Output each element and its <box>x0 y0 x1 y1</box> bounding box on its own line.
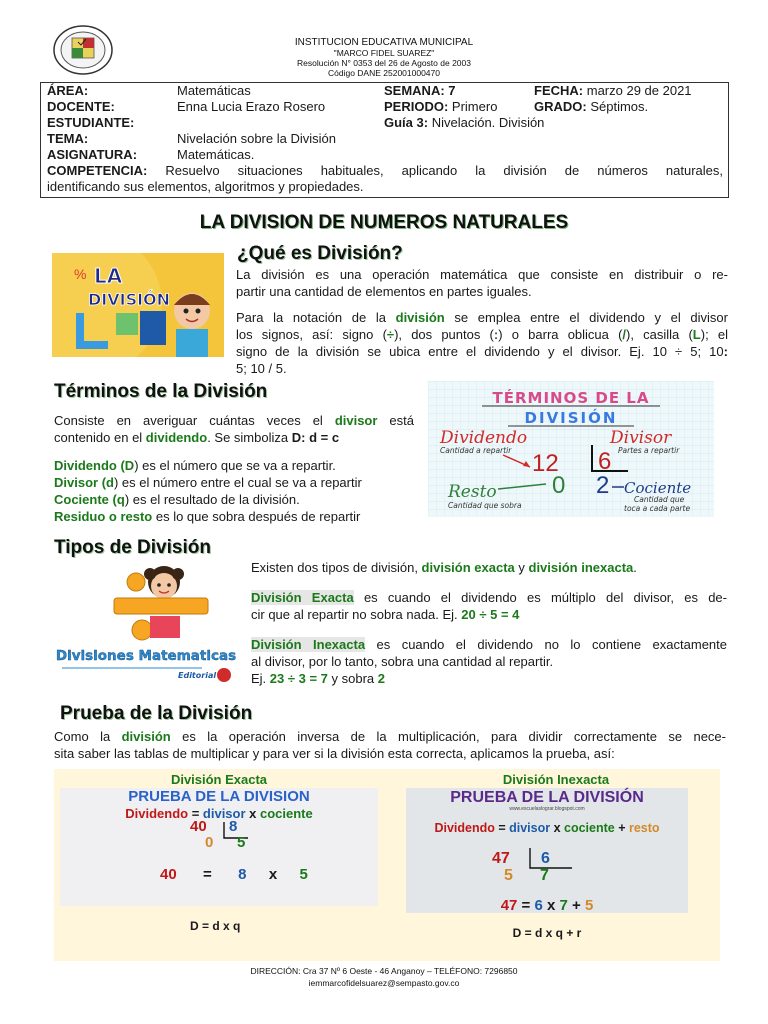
term-definition: ) es el número entre el cual se va a repartir <box>113 475 362 490</box>
eq-divisor: divisor <box>509 821 551 835</box>
semana-value: 7 <box>448 83 456 98</box>
inexacta-quotient: 7 <box>540 867 549 884</box>
prueba-text: Como la <box>54 729 122 744</box>
fecha-value: marzo 29 de 2021 <box>586 83 692 98</box>
inexacta-check <box>406 897 688 914</box>
school-name: "MARCO FIDEL SUAREZ" <box>333 48 435 58</box>
check-equals: = <box>203 866 212 883</box>
illustration-label-division: DIVISIÓN <box>88 290 171 309</box>
footer-email: iemmarcofidelsuarez@sempasto.gov.co <box>308 978 460 988</box>
division-illustration <box>52 253 224 357</box>
estudiante-label: ESTUDIANTE: <box>47 115 135 130</box>
keyword-division-inexacta: división inexacta <box>528 560 634 575</box>
check-equals: = <box>517 897 535 914</box>
eq-times: x <box>245 806 260 821</box>
inexacta-dividend: 47 <box>492 850 510 867</box>
terminos-diagram <box>428 381 714 517</box>
tipos-paragraphs <box>251 559 727 687</box>
division-sign: ÷ <box>386 327 395 342</box>
diagram-divisor-sub: Partes a repartir <box>618 446 680 455</box>
dane-code: Código DANE 252001000470 <box>327 68 440 78</box>
keyword-division-exacta: división exacta <box>421 560 515 575</box>
term-paren: ( <box>116 458 125 473</box>
division-exacta-heading: División Exacta <box>251 590 354 605</box>
exacta-formula: D = d x q <box>190 919 241 933</box>
periodo-value: Primero <box>451 99 498 114</box>
tipos-text: y sobra <box>327 671 378 686</box>
info-table <box>40 82 729 198</box>
term-symbol: q <box>116 492 125 507</box>
term-definition: ) es el resultado de la división. <box>124 492 300 507</box>
term-symbol: D <box>124 458 135 473</box>
diagram-cociente-sub-1: Cantidad que <box>634 495 685 504</box>
diagram-resto: Resto <box>448 482 497 502</box>
footer <box>0 965 768 989</box>
diagram-num-dividendo: 12 <box>532 450 559 477</box>
diagram-cociente: Cociente <box>624 479 692 497</box>
docente-label: DOCENTE: <box>47 99 115 114</box>
grado-label: GRADO: <box>534 99 587 114</box>
division-symbolization: D: d = c <box>291 430 340 445</box>
que-es-p2-text: Para la notación de la <box>236 310 396 325</box>
institution-name: INSTITUCION EDUCATIVA MUNICIPAL <box>294 37 474 48</box>
exacta-dividend: 40 <box>190 818 207 835</box>
prueba-title: Prueba de la División <box>60 703 253 724</box>
eq-resto: resto <box>628 821 660 835</box>
division-inexacta-heading: División Inexacta <box>251 637 366 652</box>
diagram-dividendo-sub: Cantidad a repartir <box>440 446 512 455</box>
check-times: x <box>542 897 560 914</box>
exacta-remainder: 0 <box>205 834 214 851</box>
periodo-label: PERIODO: <box>384 99 449 114</box>
check-divisor: 6 <box>534 897 543 914</box>
inexacta-remainder: 5 <box>504 867 513 884</box>
term-symbol: d <box>106 475 114 490</box>
que-es-p2-text: signo de la división se ubica entre el dividendo y el divisor. Ej. 10 ÷ 5; 10 <box>236 344 724 359</box>
resolution: Resolución N° 0353 del 26 de Agosto de 2003 <box>296 58 471 68</box>
main-title: LA DIVISION DE NUMEROS NATURALES <box>199 212 569 233</box>
exacta-divisor: 8 <box>229 818 238 835</box>
area-value: Matemáticas <box>177 83 251 98</box>
inexacta-heading: División Inexacta <box>502 772 610 787</box>
eq-dividendo: Dividendo <box>434 821 495 835</box>
term-residuo: Residuo o resto <box>54 509 153 524</box>
keyword-divisor: divisor <box>334 413 378 428</box>
terminos-title: Términos de la División <box>54 381 268 402</box>
term-paren: ( <box>98 475 107 490</box>
terminos-text: está <box>377 413 415 428</box>
diagram-resto-sub: Cantidad que sobra <box>448 501 522 510</box>
que-es-p2-text: se emplea entre el dividendo y el divisor <box>444 310 728 325</box>
diagram-title-1: TÉRMINOS DE LA <box>492 389 650 407</box>
tipos-text: cir que al repartir no sobra nada. Ej. <box>251 607 462 622</box>
que-es-title: ¿Qué es División? <box>237 243 403 264</box>
prueba-text: es la operación inversa de la multiplicación, para dividir correctamente se nece- <box>170 729 726 744</box>
eq-cociente: cociente <box>564 821 615 835</box>
grado-value: Séptimos. <box>590 99 649 114</box>
exacta-card-title: PRUEBA DE LA DIVISION <box>128 788 310 805</box>
eq-equals: = <box>494 821 510 835</box>
competencia-value-2: identificando sus elementos, algoritmos y propiedades. <box>47 179 364 194</box>
que-es-p2-text: ) o barra oblicua ( <box>498 327 623 342</box>
tipos-title: Tipos de División <box>54 537 211 558</box>
que-es-p1-line2: partir una cantidad de elementos en partes iguales. <box>236 284 532 299</box>
exacta-check <box>160 866 308 883</box>
fecha-label: FECHA: <box>534 83 584 98</box>
tipos-text: . <box>633 560 637 575</box>
docente-value: Enna Lucia Erazo Rosero <box>177 99 326 114</box>
check-dividend: 40 <box>160 866 177 883</box>
diagram-cociente-sub-2: toca a cada parte <box>624 504 691 513</box>
guia-label: Guía 3: <box>384 115 429 130</box>
que-es-p1-line1: La división es una operación matemática que consiste en distribuir o re- <box>236 267 728 282</box>
check-quotient: 7 <box>559 897 568 914</box>
inexacta-example: 23 ÷ 3 = 7 <box>269 671 328 686</box>
competencia-value-1: Resuelvo situaciones habituales, aplicando la división de números naturales, <box>165 163 723 178</box>
inexacta-card-title: PRUEBA DE LA DIVISIÓN <box>450 789 644 806</box>
eq-equals: = <box>188 806 203 821</box>
illustration-label-la: LA <box>94 264 123 288</box>
area-label: ÁREA: <box>47 83 89 98</box>
term-paren: ( <box>108 492 117 507</box>
exacta-example: 20 ÷ 5 = 4 <box>461 607 520 622</box>
keyword-dividendo: dividendo <box>145 430 208 445</box>
keyword-division: división <box>121 729 171 744</box>
check-dividend: 47 <box>500 897 518 914</box>
diagram-divisor: Divisor <box>610 428 672 448</box>
que-es-p2-text: ); el <box>700 327 728 342</box>
terminos-text: Consiste en averiguar cuántas veces el <box>54 413 335 428</box>
asignatura-value: Matemáticas. <box>177 147 255 162</box>
colon-sign: : <box>723 344 728 359</box>
term-definition: ) es el número que se va a repartir. <box>134 458 336 473</box>
que-es-p2-text: los signos, así: signo ( <box>236 327 387 342</box>
diagram-dividendo: Dividendo <box>440 428 528 448</box>
tipos-text: es cuando el dividendo es múltiplo del divisor, es de- <box>353 590 727 605</box>
que-es-p2-text: ), dos puntos ( <box>394 327 494 342</box>
que-es-p2-line4: 5; 10 / 5. <box>236 361 287 376</box>
semana-label: SEMANA: <box>384 83 445 98</box>
inexacta-card-url: www.escuelaslograr.blogspot.com <box>509 806 585 812</box>
eq-times: x <box>550 821 565 835</box>
diagram-num-resto: 0 <box>552 472 566 499</box>
tipos-image-sub: Editorial <box>178 671 217 680</box>
check-remainder: 5 <box>584 897 594 914</box>
tipos-text: Ej. <box>251 671 270 686</box>
prueba-paragraph <box>54 728 726 762</box>
footer-address: DIRECCIÓN: Cra 37 Nº 6 Oeste - 46 Anganoy – TELÉFONO: 7296850 <box>250 966 518 976</box>
colon-sign: : <box>493 327 499 342</box>
que-es-paragraphs <box>236 266 728 377</box>
inexacta-equation <box>406 821 688 835</box>
inexacta-divisor: 6 <box>541 850 550 867</box>
eq-dividendo: Dividendo <box>125 806 189 821</box>
terminos-text: contenido en el <box>54 430 146 445</box>
inexacta-remainder: 2 <box>377 671 385 686</box>
check-plus: + <box>567 897 585 914</box>
svg-text:%: % <box>74 266 87 282</box>
term-definition: es lo que sobra después de repartir <box>152 509 361 524</box>
exacta-quotient: 5 <box>237 834 246 851</box>
exacta-equation <box>60 806 378 821</box>
tipos-text: y <box>514 560 529 575</box>
slash-sign: / <box>622 327 627 342</box>
tema-label: TEMA: <box>47 131 89 146</box>
competencia-label: COMPETENCIA: <box>47 163 148 178</box>
inexacta-line2: al divisor, por lo tanto, sobra una cantidad al repartir. <box>251 654 554 669</box>
tipos-image-label: Divisiones Matematicas <box>55 648 237 664</box>
que-es-p2-text: ), casilla ( <box>626 327 693 342</box>
eq-cociente: cociente <box>260 806 313 821</box>
diagram-num-cociente: 2 <box>596 472 610 499</box>
eq-plus: + <box>614 821 629 835</box>
tema-value: Nivelación sobre la División <box>177 131 336 146</box>
terminos-paragraphs <box>54 412 414 525</box>
diagram-title-2: DIVISIÓN <box>524 409 618 427</box>
term-dividendo: Dividendo <box>54 458 117 473</box>
diagram-num-divisor: 6 <box>598 448 612 475</box>
eq-divisor: divisor <box>202 806 246 821</box>
tipos-text: Existen dos tipos de división, <box>251 560 422 575</box>
check-divisor: 8 <box>238 866 247 883</box>
inexacta-formula: D = d x q + r <box>512 926 582 940</box>
tipos-illustration <box>52 560 240 682</box>
terminos-text: . Se simboliza <box>207 430 292 445</box>
box-sign: L <box>692 327 701 342</box>
exacta-heading: División Exacta <box>170 772 268 787</box>
term-divisor: Divisor <box>54 475 99 490</box>
keyword-division: división <box>395 310 445 325</box>
school-header <box>0 38 768 78</box>
asignatura-label: ASIGNATURA: <box>47 147 138 162</box>
check-times: x <box>268 866 278 883</box>
guia-value: Nivelación. División <box>431 115 545 130</box>
check-quotient: 5 <box>299 866 308 883</box>
term-cociente: Cociente <box>54 492 109 507</box>
prueba-line2: sita saber las tablas de multiplicar y para ver si la división esta correcta, aplicamos la prueba, así: <box>54 746 615 761</box>
tipos-text: es cuando el dividendo no lo contiene exactamente <box>365 637 727 652</box>
